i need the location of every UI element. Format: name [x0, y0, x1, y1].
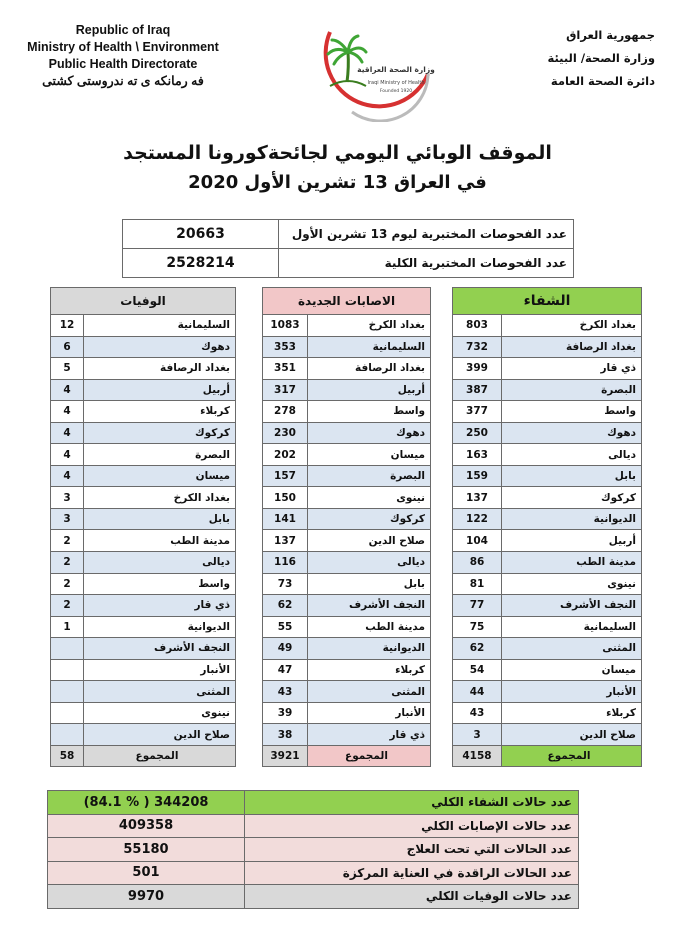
table-row — [453, 616, 642, 638]
count-cell: 4 — [51, 379, 84, 401]
count-cell: 4 — [51, 444, 84, 466]
table-row — [453, 422, 642, 444]
page-title: الموقف الوبائي اليومي لجائحةكورونا المستجد — [123, 142, 552, 164]
governorate-cell: المثنى — [84, 681, 236, 703]
governorate-cell: أربيل — [84, 379, 236, 401]
count-cell: 75 — [453, 616, 502, 638]
count-cell: 73 — [263, 573, 308, 595]
summary-value: 55180 — [48, 838, 245, 862]
governorate-cell: ميسان — [308, 444, 431, 466]
governorate-cell: أربيل — [308, 379, 431, 401]
table-row — [453, 595, 642, 617]
count-cell: 387 — [453, 379, 502, 401]
table-row — [51, 465, 236, 487]
count-cell: 5 — [51, 358, 84, 380]
summary-row — [48, 861, 579, 885]
table-row — [263, 465, 431, 487]
deaths-table — [50, 287, 236, 767]
governorate-cell: كركوك — [308, 508, 431, 530]
table-row — [453, 315, 642, 337]
count-cell: 157 — [263, 465, 308, 487]
count-cell: 38 — [263, 724, 308, 746]
count-cell: 12 — [51, 315, 84, 337]
governorate-cell: كربلاء — [502, 702, 642, 724]
governorate-cell: واسط — [502, 401, 642, 423]
ministry-logo — [300, 12, 440, 122]
summary-label: عدد حالات الوفيات الكلي — [245, 885, 579, 909]
count-cell: 4 — [51, 401, 84, 423]
table-header-row — [51, 288, 236, 315]
table-row — [263, 422, 431, 444]
count-cell: 55 — [263, 616, 308, 638]
governorate-cell: البصرة — [84, 444, 236, 466]
recoveries-table — [452, 287, 642, 767]
count-cell — [51, 638, 84, 660]
count-cell: 137 — [263, 530, 308, 552]
count-cell: 351 — [263, 358, 308, 380]
logo-text-ar: وزارة الصحة العراقية — [357, 65, 435, 74]
table-row — [453, 336, 642, 358]
governorate-cell: ديالى — [308, 552, 431, 574]
governorate-cell: الديوانية — [84, 616, 236, 638]
count-cell: 230 — [263, 422, 308, 444]
table-row — [263, 487, 431, 509]
governorate-cell: بغداد الكرخ — [502, 315, 642, 337]
governorate-cell: دهوك — [502, 422, 642, 444]
table-row — [263, 724, 431, 746]
governorate-cell: بابل — [308, 573, 431, 595]
table-row — [453, 379, 642, 401]
table-header-row — [263, 288, 431, 315]
table-row — [51, 487, 236, 509]
count-cell: 4 — [51, 422, 84, 444]
governorate-cell: كربلاء — [84, 401, 236, 423]
logo-founded: Founded 1920 — [379, 89, 413, 94]
count-cell: 43 — [263, 681, 308, 703]
summary-value: 9970 — [48, 885, 245, 909]
table-row — [51, 681, 236, 703]
total-row — [51, 745, 236, 767]
governorate-cell: ميسان — [502, 659, 642, 681]
governorate-cell: ديالى — [502, 444, 642, 466]
count-cell: 732 — [453, 336, 502, 358]
table-row — [51, 444, 236, 466]
header-en-line: Ministry of Health \ Environment — [27, 40, 219, 54]
count-cell: 4 — [51, 465, 84, 487]
table-row — [453, 444, 642, 466]
table-row — [123, 220, 574, 249]
header-en-line: Public Health Directorate — [48, 57, 198, 71]
governorate-cell: بابل — [502, 465, 642, 487]
governorate-cell: ميسان — [84, 465, 236, 487]
summary-label: عدد الحالات التي تحت العلاج — [245, 838, 579, 862]
total-value: 4158 — [453, 745, 502, 767]
governorate-cell: البصرة — [308, 465, 431, 487]
governorate-cell: السليمانية — [84, 315, 236, 337]
governorate-cell: بغداد الرصافة — [84, 358, 236, 380]
table-row — [453, 724, 642, 746]
header-ar-line: دائرة الصحة العامة — [550, 74, 655, 88]
table-row — [51, 508, 236, 530]
count-cell: 43 — [453, 702, 502, 724]
count-cell: 44 — [453, 681, 502, 703]
table-header: الاصابات الجديدة — [263, 288, 431, 315]
table-row — [51, 530, 236, 552]
header-ar-line: جمهورية العراق — [566, 28, 655, 42]
governorate-cell: مدينة الطب — [502, 552, 642, 574]
summary-label: عدد حالات الإصابات الكلي — [245, 814, 579, 838]
count-cell — [51, 702, 84, 724]
governorate-cell: السليمانية — [308, 336, 431, 358]
count-cell — [51, 724, 84, 746]
table-row — [51, 616, 236, 638]
count-cell: 3 — [453, 724, 502, 746]
count-cell: 150 — [263, 487, 308, 509]
table-row — [263, 659, 431, 681]
new-cases-table — [262, 287, 431, 767]
table-row — [51, 595, 236, 617]
table-row — [263, 358, 431, 380]
table-row — [51, 638, 236, 660]
governorate-cell: المثنى — [502, 638, 642, 660]
governorate-cell: صلاح الدين — [502, 724, 642, 746]
table-row — [51, 702, 236, 724]
count-cell: 2 — [51, 573, 84, 595]
summary-value: 501 — [48, 861, 245, 885]
governorate-cell: مدينة الطب — [84, 530, 236, 552]
count-cell: 2 — [51, 552, 84, 574]
table-row — [453, 401, 642, 423]
count-cell: 122 — [453, 508, 502, 530]
count-cell: 137 — [453, 487, 502, 509]
table-row — [453, 681, 642, 703]
governorate-cell: النجف الأشرف — [308, 595, 431, 617]
total-row — [263, 745, 431, 767]
governorate-cell: مدينة الطب — [308, 616, 431, 638]
count-cell: 77 — [453, 595, 502, 617]
count-cell: 278 — [263, 401, 308, 423]
table-row — [263, 401, 431, 423]
governorate-cell: بغداد الرصافة — [502, 336, 642, 358]
total-row — [453, 745, 642, 767]
table-row — [51, 379, 236, 401]
governorate-cell: الأنبار — [308, 702, 431, 724]
header-kurdish-line: فه رمانكه ى ته ندروستى كشتى — [42, 74, 204, 88]
governorate-cell: الديوانية — [502, 508, 642, 530]
count-cell: 377 — [453, 401, 502, 423]
table-row — [123, 249, 574, 278]
governorate-cell: الديوانية — [308, 638, 431, 660]
summary-label: عدد حالات الشفاء الكلي — [245, 791, 579, 815]
count-cell: 47 — [263, 659, 308, 681]
count-cell: 202 — [263, 444, 308, 466]
count-cell: 3 — [51, 487, 84, 509]
count-cell: 49 — [263, 638, 308, 660]
table-header: الوفيات — [51, 288, 236, 315]
table-row — [263, 336, 431, 358]
table-row — [263, 508, 431, 530]
table-row — [263, 530, 431, 552]
count-cell: 1 — [51, 616, 84, 638]
table-row — [51, 336, 236, 358]
governorate-cell: نينوى — [84, 702, 236, 724]
count-cell: 803 — [453, 315, 502, 337]
summary-row — [48, 838, 579, 862]
governorate-cell: أربيل — [502, 530, 642, 552]
count-cell: 2 — [51, 595, 84, 617]
total-value: 58 — [51, 745, 84, 767]
count-cell: 141 — [263, 508, 308, 530]
table-row — [263, 573, 431, 595]
count-cell: 159 — [453, 465, 502, 487]
header-en-line: Republic of Iraq — [75, 23, 171, 37]
table-row — [453, 487, 642, 509]
governorate-cell: ديالى — [84, 552, 236, 574]
count-cell: 104 — [453, 530, 502, 552]
page-subtitle: في العراق 13 تشرين الأول 2020 — [188, 172, 487, 193]
table-row — [263, 702, 431, 724]
total-tests-value: 2528214 — [123, 249, 279, 278]
governorate-cell: بغداد الكرخ — [84, 487, 236, 509]
table-row — [453, 358, 642, 380]
governorate-cell: واسط — [308, 401, 431, 423]
table-row — [51, 724, 236, 746]
summary-table — [47, 790, 579, 909]
table-row — [453, 638, 642, 660]
summary-row — [48, 885, 579, 909]
table-header-row — [453, 288, 642, 315]
total-label: المجموع — [502, 745, 642, 767]
governorate-cell: نينوى — [308, 487, 431, 509]
count-cell: 6 — [51, 336, 84, 358]
governorate-cell: صلاح الدين — [308, 530, 431, 552]
count-cell: 81 — [453, 573, 502, 595]
table-row — [453, 552, 642, 574]
governorate-cell: الأنبار — [502, 681, 642, 703]
count-cell: 62 — [453, 638, 502, 660]
header-english-block — [18, 22, 228, 90]
summary-label: عدد الحالات الراقدة في العناية المركزة — [245, 861, 579, 885]
table-row — [453, 508, 642, 530]
governorate-cell: النجف الأشرف — [502, 595, 642, 617]
table-row — [51, 552, 236, 574]
governorate-cell: نينوى — [502, 573, 642, 595]
governorate-cell: صلاح الدين — [84, 724, 236, 746]
count-cell — [51, 681, 84, 703]
governorate-cell: الأنبار — [84, 659, 236, 681]
summary-row — [48, 791, 579, 815]
governorate-cell: بابل — [84, 508, 236, 530]
daily-tests-label: عدد الفحوصات المختبرية ليوم 13 تشرين الأول — [279, 220, 574, 249]
count-cell: 116 — [263, 552, 308, 574]
governorate-cell: بغداد الكرخ — [308, 315, 431, 337]
daily-tests-value: 20663 — [123, 220, 279, 249]
table-row — [453, 702, 642, 724]
table-row — [453, 573, 642, 595]
total-label: المجموع — [308, 745, 431, 767]
governorate-cell: بغداد الرصافة — [308, 358, 431, 380]
table-row — [51, 659, 236, 681]
governorate-cell: ذي قار — [84, 595, 236, 617]
table-header: الشفاء — [453, 288, 642, 315]
logo-text-en: Iraqi Ministry of Health — [367, 80, 425, 86]
summary-row — [48, 814, 579, 838]
table-row — [263, 681, 431, 703]
total-tests-label: عدد الفحوصات المختبرية الكلية — [279, 249, 574, 278]
governorate-cell: واسط — [84, 573, 236, 595]
count-cell: 317 — [263, 379, 308, 401]
total-label: المجموع — [84, 745, 236, 767]
table-row — [263, 638, 431, 660]
count-cell: 54 — [453, 659, 502, 681]
table-row — [263, 444, 431, 466]
count-cell: 39 — [263, 702, 308, 724]
governorate-cell: كركوك — [84, 422, 236, 444]
governorate-cell: كركوك — [502, 487, 642, 509]
governorate-cell: ذي قار — [502, 358, 642, 380]
count-cell: 250 — [453, 422, 502, 444]
summary-value: 409358 — [48, 814, 245, 838]
table-row — [263, 315, 431, 337]
table-row — [51, 401, 236, 423]
governorate-cell: البصرة — [502, 379, 642, 401]
count-cell: 3 — [51, 508, 84, 530]
table-row — [263, 616, 431, 638]
governorate-cell: المثنى — [308, 681, 431, 703]
table-row — [51, 422, 236, 444]
header-ar-line: وزارة الصحة/ البيئة — [547, 51, 655, 65]
governorate-cell: السليمانية — [502, 616, 642, 638]
table-row — [263, 595, 431, 617]
table-row — [51, 315, 236, 337]
count-cell: 2 — [51, 530, 84, 552]
table-row — [453, 465, 642, 487]
governorate-cell: ذي قار — [308, 724, 431, 746]
table-row — [453, 659, 642, 681]
table-row — [453, 530, 642, 552]
count-cell: 353 — [263, 336, 308, 358]
table-row — [263, 552, 431, 574]
governorate-cell: كربلاء — [308, 659, 431, 681]
total-value: 3921 — [263, 745, 308, 767]
count-cell: 1083 — [263, 315, 308, 337]
count-cell: 399 — [453, 358, 502, 380]
governorate-cell: النجف الأشرف — [84, 638, 236, 660]
count-cell: 86 — [453, 552, 502, 574]
summary-value: (84.1 % ) 344208 — [48, 791, 245, 815]
table-row — [51, 573, 236, 595]
table-row — [51, 358, 236, 380]
governorate-cell: دهوك — [308, 422, 431, 444]
table-row — [263, 379, 431, 401]
count-cell — [51, 659, 84, 681]
governorate-cell: دهوك — [84, 336, 236, 358]
count-cell: 163 — [453, 444, 502, 466]
header-arabic-block — [505, 24, 655, 93]
lab-tests-table — [122, 219, 574, 278]
count-cell: 62 — [263, 595, 308, 617]
